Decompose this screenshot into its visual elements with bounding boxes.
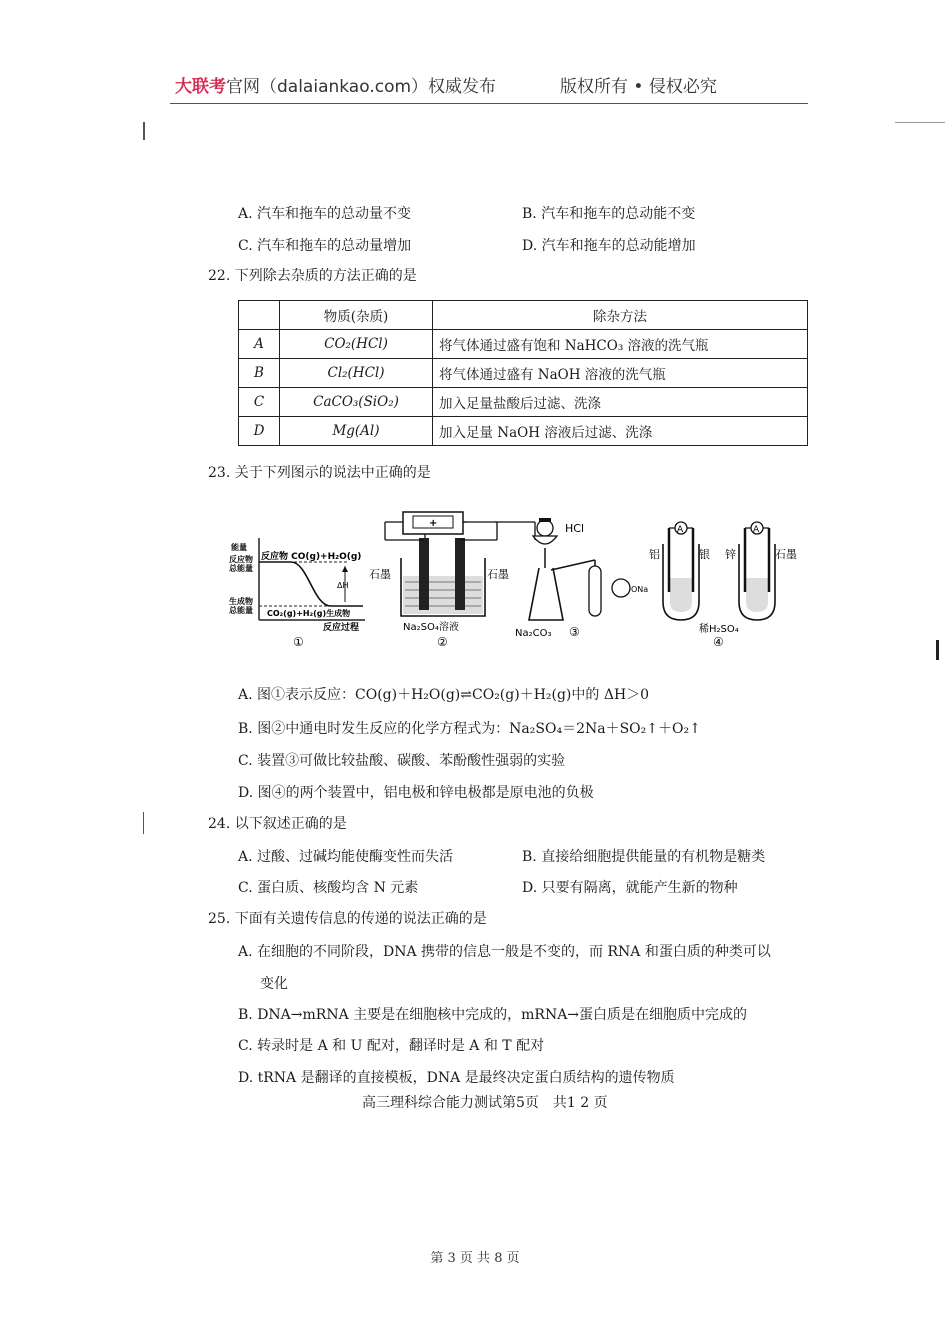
fig1-react-label: 反应物 xyxy=(229,555,253,564)
table-header-row xyxy=(239,301,808,330)
header-site: 官网（dalaiankao.com）权威发布 xyxy=(226,77,497,97)
fig2-right-label: 石墨 xyxy=(487,568,509,581)
acid-apparatus xyxy=(515,518,648,639)
page-footer: 第 3 页 共 8 页 xyxy=(430,1251,520,1266)
fig3-phenolate: ONa xyxy=(631,585,649,594)
energy-diagram xyxy=(229,538,365,649)
q24-option-d: D. 只要有隔离，就能产生新的物种 xyxy=(522,880,738,896)
row-label: C xyxy=(239,388,280,417)
header-brand: 大联考 xyxy=(175,77,226,97)
fig1-prod-label: 生成物 xyxy=(229,597,253,606)
fig1-reactants: 反应物 CO(g)+H₂O(g) xyxy=(261,552,362,562)
row-label: B xyxy=(239,359,280,388)
q22-table xyxy=(238,300,808,446)
fig2-left-label: 石墨 xyxy=(369,568,391,581)
fig3-salt: Na₂CO₃ xyxy=(515,628,552,639)
row-substance: CaCO₃(SiO₂) xyxy=(280,388,433,417)
q24-option-c: C. 蛋白质、核酸均含 N 元素 xyxy=(238,880,419,896)
fig4-ag: 银 xyxy=(699,548,710,561)
fig4-al: 铝 xyxy=(649,548,660,561)
fig3-number: ③ xyxy=(569,625,580,639)
scan-mark xyxy=(936,640,939,660)
fig1-dh: ΔH xyxy=(337,581,349,590)
page-info: 高三理科综合能力测试第5页 共1 2 页 xyxy=(362,1095,608,1111)
q23-option-b: B. 图②中通电时发生反应的化学方程式为：Na₂SO₄＝2Na＋SO₂↑＋O₂↑ xyxy=(238,721,701,737)
header-rule xyxy=(170,103,808,104)
fig4-number: ④ xyxy=(713,635,724,649)
q25-option-a-cont: 变化 xyxy=(260,976,288,992)
q21-option-a: A. 汽车和拖车的总动量不变 xyxy=(238,206,412,222)
fig4-acid: 稀H₂SO₄ xyxy=(699,624,739,635)
row-substance: Mg(Al) xyxy=(280,417,433,446)
table-header-cell: 除杂方法 xyxy=(433,301,808,330)
fig1-ylabel: 能量 xyxy=(231,543,247,552)
table-header-cell: 物质(杂质) xyxy=(280,301,433,330)
q21-option-b: B. 汽车和拖车的总动能不变 xyxy=(522,206,696,222)
q23-stem: 23. 关于下列图示的说法中正确的是 xyxy=(208,465,431,481)
q24-stem: 24. 以下叙述正确的是 xyxy=(208,816,347,832)
q23-option-d: D. 图④的两个装置中，铝电极和锌电极都是原电池的负极 xyxy=(238,785,594,801)
fig4-graphite: 石墨 xyxy=(775,548,797,561)
electrolysis-cell xyxy=(369,512,535,649)
fig3-reagent: HCl xyxy=(565,522,585,535)
row-method: 将气体通过盛有饱和 NaHCO₃ 溶液的洗气瓶 xyxy=(433,330,808,359)
row-method: 加入足量 NaOH 溶液后过滤、洗涤 xyxy=(433,417,808,446)
row-label: A xyxy=(239,330,280,359)
scan-mark xyxy=(143,122,145,140)
q25-stem: 25. 下面有关遗传信息的传递的说法正确的是 xyxy=(208,911,487,927)
q25-option-a: A. 在细胞的不同阶段，DNA 携带的信息一般是不变的，而 RNA 和蛋白质的种类可以 xyxy=(238,944,771,960)
q25-option-c: C. 转录时是 A 和 U 配对，翻译时是 A 和 T 配对 xyxy=(238,1038,545,1054)
header-source xyxy=(175,72,496,97)
fig1-number: ① xyxy=(293,635,304,649)
q22-stem: 22. 下列除去杂质的方法正确的是 xyxy=(208,268,417,284)
row-substance: Cl₂(HCl) xyxy=(280,359,433,388)
table-row xyxy=(239,417,808,446)
q21-option-d: D. 汽车和拖车的总动能增加 xyxy=(522,238,696,254)
fig4-meter: A xyxy=(677,525,684,535)
fig1-react-label: 总能量 xyxy=(229,564,253,573)
fig4-zn: 锌 xyxy=(725,548,736,561)
row-label: D xyxy=(239,417,280,446)
q23-option-a: A. 图①表示反应：CO(g)＋H₂O(g)⇌CO₂(g)＋H₂(g)中的 ΔH＞0 xyxy=(238,687,650,703)
q23-figures xyxy=(229,508,805,658)
q24-option-b: B. 直接给细胞提供能量的有机物是糖类 xyxy=(522,849,766,865)
table-row xyxy=(239,388,808,417)
header-rights: 版权所有 • 侵权必究 xyxy=(560,77,717,97)
scan-mark xyxy=(895,122,945,123)
fig4-meter: A xyxy=(753,525,760,535)
fig2-number: ② xyxy=(437,635,448,649)
q23-option-c: C. 装置③可做比较盐酸、碳酸、苯酚酸性强弱的实验 xyxy=(238,753,566,769)
q24-option-a: A. 过酸、过碱均能使酶变性而失活 xyxy=(238,849,454,865)
row-method: 加入足量盐酸后过滤、洗涤 xyxy=(433,388,808,417)
q25-option-d: D. tRNA 是翻译的直接模板，DNA 是最终决定蛋白质结构的遗传物质 xyxy=(238,1070,675,1086)
row-substance: CO₂(HCl) xyxy=(280,330,433,359)
galvanic-cells xyxy=(649,522,797,649)
row-method: 将气体通过盛有 NaOH 溶液的洗气瓶 xyxy=(433,359,808,388)
fig1-products: CO₂(g)+H₂(g)生成物 xyxy=(267,609,351,618)
q21-option-c: C. 汽车和拖车的总动量增加 xyxy=(238,238,412,254)
svg-text:+: + xyxy=(429,518,438,529)
fig1-prod-label: 总能量 xyxy=(229,606,253,615)
table-row xyxy=(239,330,808,359)
fig2-solution: Na₂SO₄溶液 xyxy=(403,622,459,633)
table-row xyxy=(239,359,808,388)
q25-option-b: B. DNA→mRNA 主要是在细胞核中完成的，mRNA→蛋白质是在细胞质中完成的 xyxy=(238,1007,748,1023)
fig1-xlabel: 反应过程 xyxy=(323,623,360,633)
scan-mark xyxy=(143,812,144,834)
table-header-cell xyxy=(239,301,280,330)
